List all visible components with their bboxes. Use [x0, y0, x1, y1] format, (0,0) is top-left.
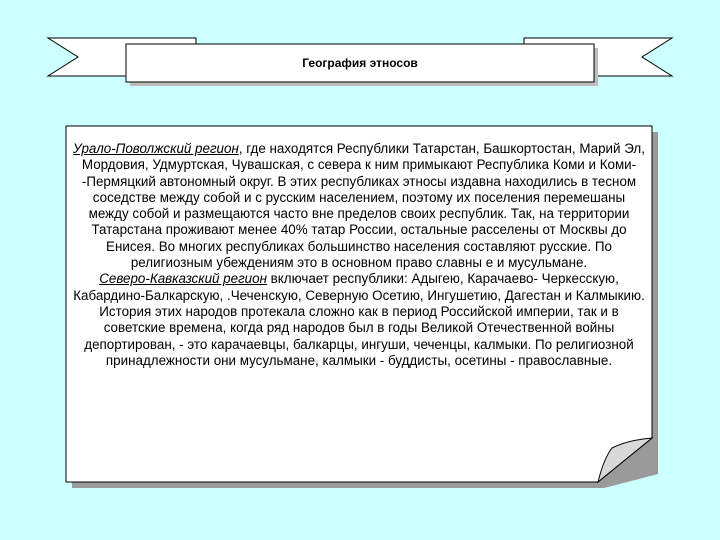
region-name-volga-ural: Урало-Поволжский регион — [73, 141, 239, 156]
paragraph-text-volga-ural: , где находятся Республики Татарстан, Башкортостан, Марий Эл, Мордовия, Удмуртская, Чувашская, с севера к ним примыкают Республика Коми и Коми- -Пермяцкий автономный округ. В этих республиках этносы издавна находились в тесном соседстве между собой и с русским населением, поэтому их поселения перемешаны между собой и размещаются часто вне пределов своих республик. Так, на территории Татарстана проживают менее 40% татар России, остальные расселены от Москвы до Енисея. Во многих республиках большинство населения составляют русские. По религиозным убеждениям это в основном право славны е и мусульмане. — [81, 141, 645, 271]
content-text — [72, 141, 646, 369]
region-name-north-caucasus: Северо-Кавказский регион — [99, 271, 267, 287]
paragraph-volga-ural — [72, 141, 646, 271]
page-title: География этносов — [302, 56, 418, 70]
paragraph-text-north-caucasus: включает республики: Адыгею, Карачаево- Черкесскую, Кабардино-Балкарскую, .Чеченскую, Северную Осетию, Ингушетию, Дагестан и Калмыкию. История этих народов протекала сложно как в период Российской империи, так и в советские времена, когда ряд народов был в годы Великой Отечественной войны депортирован, - это карачаевцы, балкарцы, ингуши, чеченцы, калмыки. По религиозной принадлежности они мусульмане, калмыки - буддисты, осетины - православные. — [73, 271, 645, 368]
paragraph-north-caucasus — [72, 271, 646, 369]
